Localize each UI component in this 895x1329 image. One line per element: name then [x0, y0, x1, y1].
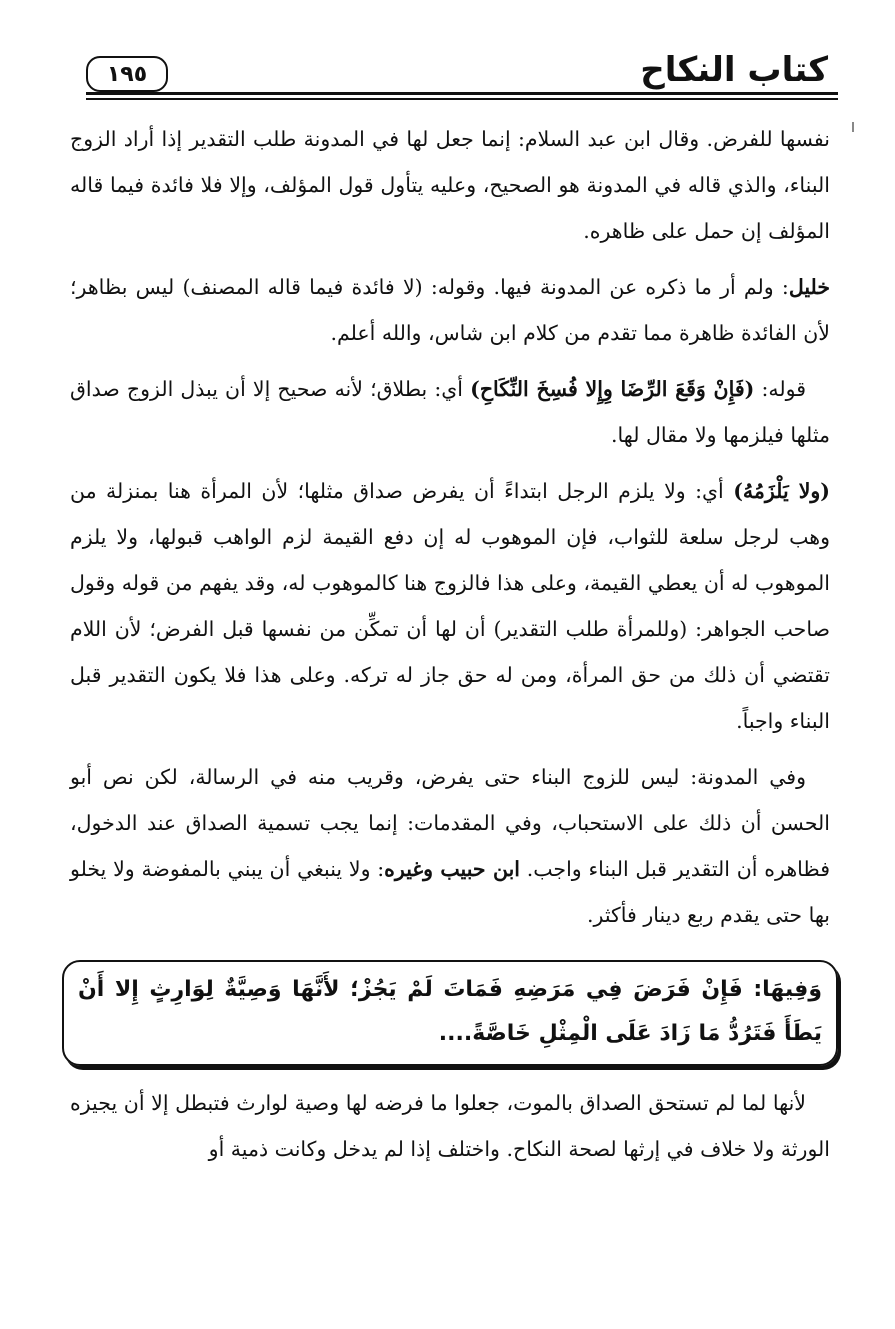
page-body: [70, 116, 830, 1182]
running-title: كتاب النكاح: [640, 50, 828, 90]
quoted-author: خليل: [788, 275, 830, 299]
paragraph-text: نفسها للفرض. وقال ابن عبد السلام: إنما جعل لها في المدونة طلب التقدير إذا أراد الزوج البناء، والذي قاله في المدونة هو الصحيح، وعليه يتأول قول المؤلف، وإلا فلا فائدة فيما قاله المؤلف إن حمل على ظاهره.: [70, 127, 830, 243]
paragraph-3: [70, 366, 830, 458]
paragraph-text: لأنها لما لم تستحق الصداق بالموت، جعلوا ما فرضه لها وصية لوارث فتبطل إلا أن يجيزه الورثة ولا خلاف في إرثها لصحة النكاح. واختلف إذا لم يدخل وكانت ذمية أو: [70, 1091, 830, 1161]
paragraph-text: : ولا ينبغي أن يبني بالمفوضة ولا يخلو بها حتى يقدم ربع دينار فأكثر.: [70, 857, 830, 927]
matn-quote: (فَإِنْ وَقَعَ الرِّضَا وِإِلا فُسِخَ النِّكَاحِ): [470, 377, 755, 401]
paragraph-text: : ولم أر ما ذكره عن المدونة فيها. وقوله: (لا فائدة فيما قاله المصنف) ليس بظاهر؛ لأن الفائدة ظاهرة مما تقدم من كلام ابن شاس، والله أعلم.: [70, 275, 830, 345]
header-rule-thin: [86, 98, 838, 100]
paragraph-2: [70, 264, 830, 356]
paragraph-text: أي: ولا يلزم الرجل ابتداءً أن يفرض صداق مثلها؛ لأن المرأة هنا بمنزلة من وهب لرجل سلعة للثواب، فإن الموهوب له إن دفع القيمة لزم الواهب قبولها، ولا يلزم الموهوب له أن يعطي القيمة، وعلى هذا فالزوج هنا كالموهوب له، وقد يفهم من قوله وقول صاحب الجواهر: (وللمرأة طلب التقدير) أن لها أن تمكِّن من نفسها قبل الفرض؛ لأن اللام تقتضي أن ذلك من حق المرأة، ومن له حق جاز له تركه. وعلى هذا فلا يكون التقدير قبل البناء واجباً.: [70, 479, 830, 733]
page-number: ١٩٥: [106, 61, 148, 87]
paragraph-text: أي: بطلاق؛ لأنه صحيح إلا أن يبذل الزوج صداق مثلها فيلزمها ولا مقال لها.: [70, 377, 830, 447]
paragraph-1: [70, 116, 830, 254]
header-rule: [86, 92, 838, 95]
margin-mark: [852, 122, 854, 132]
paragraph-6: [70, 1080, 830, 1172]
paragraph-4: [70, 468, 830, 744]
paragraph-5: [70, 754, 830, 938]
quoted-author: ابن حبيب وغيره: [384, 857, 520, 881]
matn-box: [62, 960, 838, 1066]
paragraph-text: وفي المدونة: ليس للزوج البناء حتى يفرض، وقريب منه في الرسالة، لكن نص أبو الحسن أن ذلك على الاستحباب، وفي المقدمات: إنما يجب تسمية الصداق عند الدخول، فظاهره أن التقدير قبل البناء واجب.: [70, 765, 830, 881]
matn-quote: (ولا يَلْزَمُهُ): [733, 479, 831, 503]
page-header: [78, 48, 838, 104]
matn-box-text: وَفِيهَا: فَإِنْ فَرَضَ فِي مَرَضِهِ فَمَاتَ لَمْ يَجُزْ؛ لأَنَّهَا وَصِيَّةٌ لِوَارِثٍ إِلا أَنْ يَطَأَ فَتَرُدُّ مَا زَادَ عَلَى الْمِثْلِ خَاصَّةً....: [78, 977, 822, 1046]
page-number-box: [86, 56, 168, 92]
paragraph-prefix: قوله:: [754, 377, 806, 401]
